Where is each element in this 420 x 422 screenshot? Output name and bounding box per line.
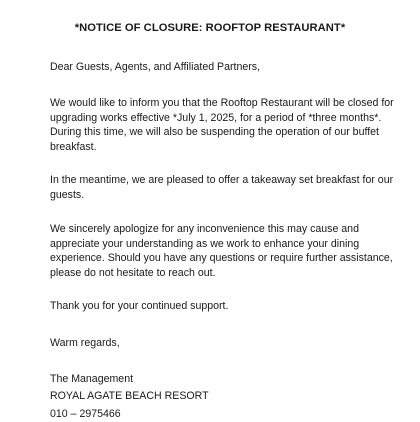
signer-name: The Management xyxy=(50,373,134,385)
thanks-line: Thank you for your continued support. xyxy=(50,300,229,312)
resort-name: ROYAL AGATE BEACH RESORT xyxy=(50,390,209,402)
phone-number: 010 – 2975466 xyxy=(50,408,121,420)
paragraph-apology: We sincerely apologize for any inconvenience this may cause and appreciate your understanding as we work to enhance your dining experience. Should you have any questions or require further assistance, please do not hesitate to reach out. xyxy=(50,223,393,279)
salutation: Dear Guests, Agents, and Affiliated Partners, xyxy=(50,61,261,73)
closing-line: Warm regards, xyxy=(50,337,120,349)
paragraph-closure-details: We would like to inform you that the Rooftop Restaurant will be closed for upgrading works effective *July 1, 2025, for a period of *three months*. During this time, we will also be suspending the operation of our buffet breakfast. xyxy=(50,97,394,153)
paragraph-takeaway-offer: In the meantime, we are pleased to offer a takeaway set breakfast for our guests. xyxy=(50,174,394,201)
notice-title: *NOTICE OF CLOSURE: ROOFTOP RESTAURANT* xyxy=(74,22,346,34)
